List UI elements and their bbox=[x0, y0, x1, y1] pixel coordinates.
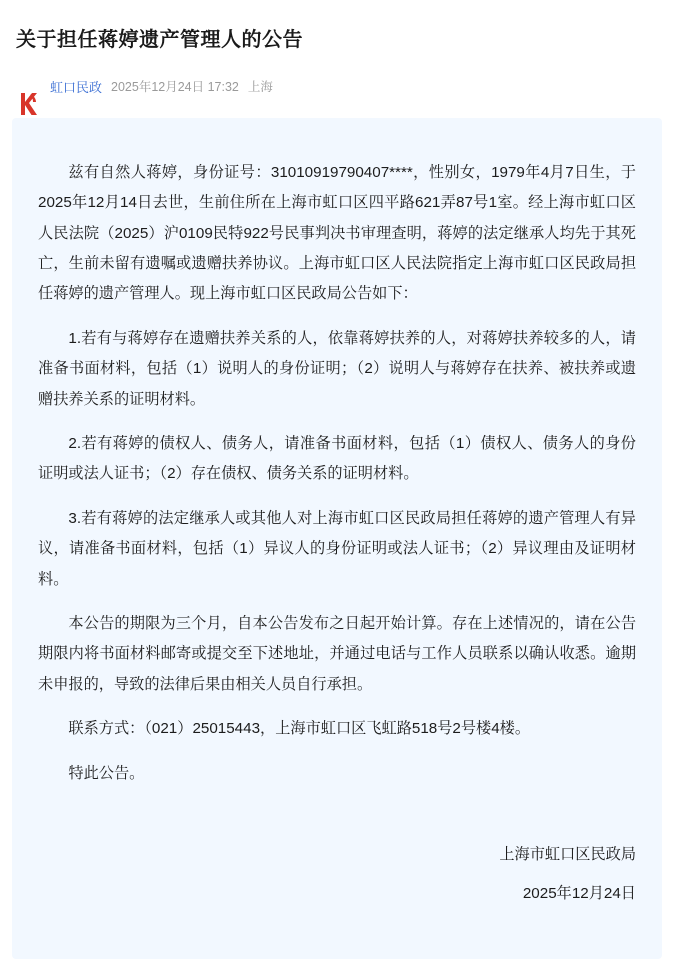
paragraph-4: 3.若有蒋婷的法定继承人或其他人对上海市虹口区民政局担任蒋婷的遗产管理人有异议，请准备书面材料，包括（1）异议人的身份证明或法人证书；（2）异议理由及证明材料。 bbox=[38, 509, 636, 588]
hongkou-minzheng-logo-icon bbox=[16, 91, 42, 117]
signature-block bbox=[38, 841, 636, 909]
closing-paragraph: 特此公告。 bbox=[68, 764, 145, 782]
paragraph-2: 1.若有与蒋婷存在遗赠扶养关系的人，依靠蒋婷扶养的人，对蒋婷扶养较多的人，请准备书面材料，包括（1）说明人的身份证明；（2）说明人与蒋婷存在扶养、被扶养或遗赠扶养关系的证明材料。 bbox=[38, 329, 636, 408]
paragraph-5: 本公告的期限为三个月，自本公告发布之日起开始计算。存在上述情况的，请在公告期限内将书面材料邮寄或提交至下述地址，并通过电话与工作人员联系以确认收悉。逾期未申报的，导致的法律后果由相关人员自行承担。 bbox=[38, 615, 636, 693]
article-meta bbox=[0, 67, 674, 96]
paragraph-1: 兹有自然人蒋婷，身份证号：31010919790407****，性别女，1979年4月7日生，于2025年12月14日去世，生前住所在上海市虹口区四平路621弄87号1室。经上海市虹口区人民法院（2025）沪0109民特922号民事判决书审理查明，蒋婷的法定继承人均先于其死亡，生前未留有遗嘱或遗赠扶养协议。上海市虹口区人民法院指定上海市虹口区民政局担任蒋婷的遗产管理人。现上海市虹口区民政局公告如下： bbox=[38, 163, 636, 303]
announcement-card bbox=[12, 118, 662, 959]
signature-org: 上海市虹口区民政局 bbox=[499, 846, 636, 864]
publish-location: 上海 bbox=[247, 80, 273, 95]
article-page bbox=[0, 13, 674, 902]
paragraph-3: 2.若有蒋婷的债权人、债务人，请准备书面材料，包括（1）债权人、债务人的身份证明或法人证书；（2）存在债权、债务关系的证明材料。 bbox=[38, 435, 636, 483]
publish-timestamp: 2025年12月24日 17:32 bbox=[111, 80, 239, 95]
page-title: 关于担任蒋婷遗产管理人的公告 bbox=[16, 29, 303, 52]
contact-paragraph: 联系方式：（021）25015443，上海市虹口区飞虹路518号2号楼4楼。 bbox=[68, 720, 531, 738]
signature-date: 2025年12月24日 bbox=[522, 884, 636, 902]
source-label[interactable]: 虹口民政 bbox=[50, 79, 103, 95]
